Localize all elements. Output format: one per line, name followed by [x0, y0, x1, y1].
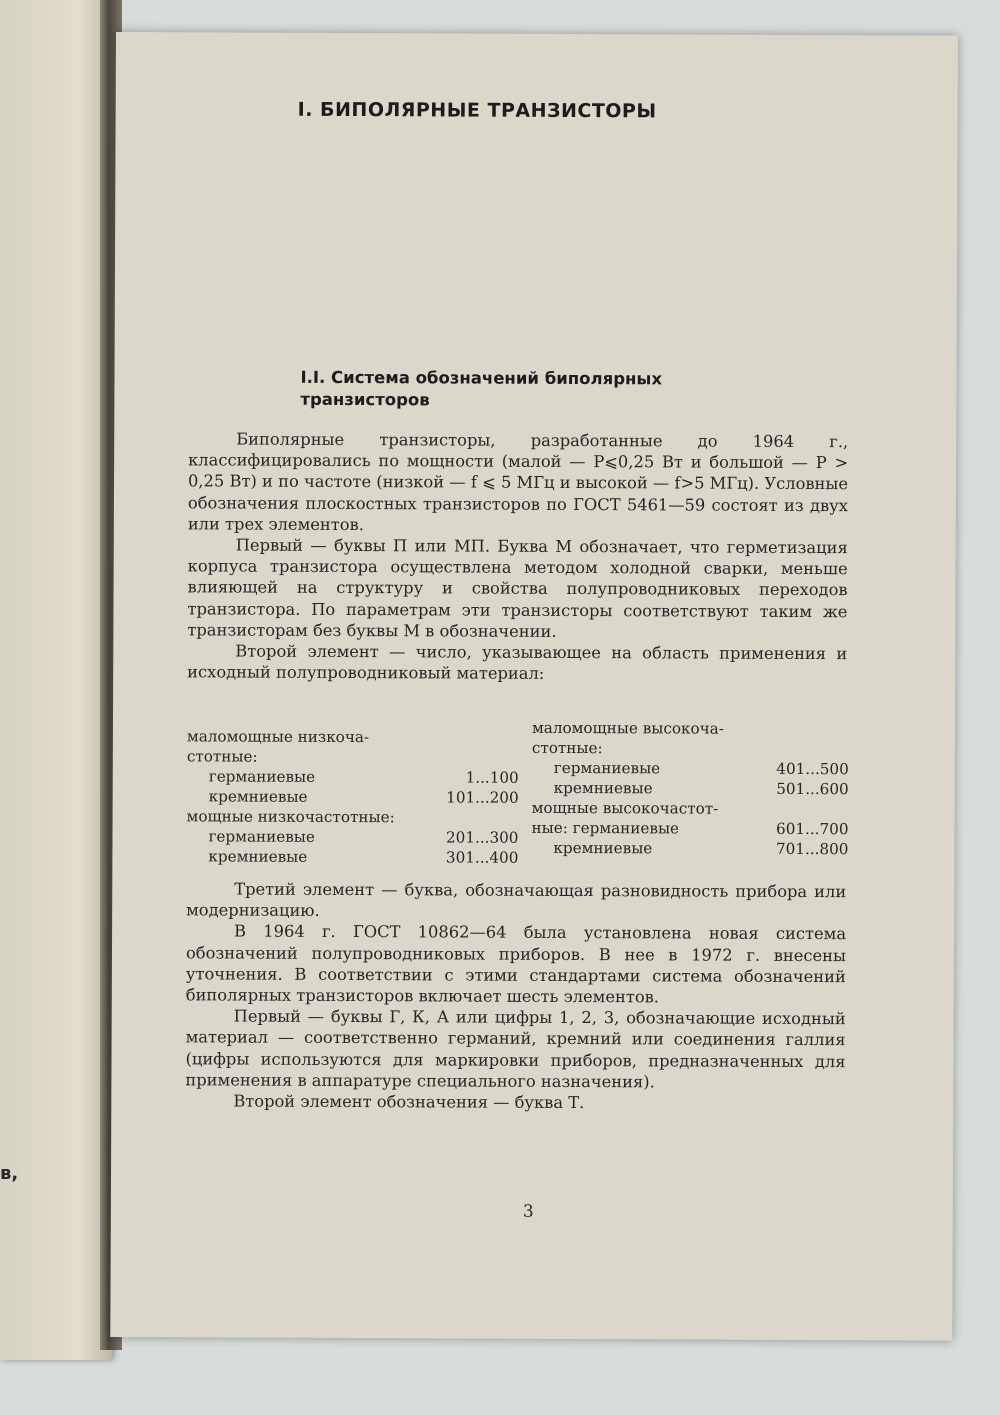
table-row	[532, 798, 849, 819]
table-row	[532, 718, 849, 739]
table-row	[532, 738, 849, 759]
book-page	[110, 32, 958, 1341]
table-row	[187, 726, 519, 747]
paragraph: Первый — буквы П или МП. Буква М обозначает, что герметизация корпуса транзистора осуществлена методом холодной сварки, меньше влияющей на структуру и свойства полупроводниковых переходов транзистора. По параметрам эти транзисторы соответствуют таким же транзисторам без буквы М в обозначении.	[187, 535, 848, 641]
paragraph: Второй элемент — число, указывающее на область применения и исходный полупроводниковый материал:	[187, 641, 848, 684]
classification-table	[186, 718, 849, 869]
row-label: маломощные высокоча-	[531, 718, 724, 738]
row-label: стотные:	[186, 747, 258, 766]
row-label: кремниевые	[208, 847, 308, 866]
table-row	[187, 806, 519, 827]
row-value: 401...500	[776, 759, 849, 779]
paragraph: В 1964 г. ГОСТ 10862—64 была установлена новая система обозначений полупроводниковых приборов. В нее в 1972 г. внесены уточнения. В соответствии с этими стандартами система обозначений биполярных транзисторов включает шесть элементов.	[185, 921, 847, 1007]
table-row	[532, 758, 849, 779]
table-row	[187, 746, 519, 767]
left-page-fragment: в,	[0, 1163, 19, 1184]
row-label: стотные:	[531, 738, 603, 758]
section-title-line2: транзисторов	[300, 389, 430, 410]
row-label: мощные высокочастот-	[531, 798, 719, 818]
paragraph: Третий элемент — буква, обозначающая разновидность прибора или модернизацию.	[186, 879, 847, 921]
row-value: 701...800	[775, 839, 849, 859]
row-value: 301...400	[445, 848, 519, 867]
row-value: 101...200	[446, 788, 519, 807]
row-value: 501...600	[776, 779, 849, 799]
table-column-left	[186, 726, 519, 867]
table-row	[187, 786, 519, 807]
chapter-title: I. БИПОЛЯРНЫЕ ТРАНЗИСТОРЫ	[297, 98, 657, 123]
row-label: кремниевые	[208, 787, 308, 806]
page-number: 3	[522, 1201, 534, 1222]
table-row	[187, 766, 519, 787]
row-value: 201...300	[445, 828, 519, 847]
row-label: германиевые	[208, 827, 315, 846]
row-label: германиевые	[553, 758, 661, 778]
table-row	[186, 846, 518, 867]
row-label: кремниевые	[553, 778, 653, 798]
row-label: маломощные низкоча-	[186, 727, 370, 747]
paragraph: Биполярные транзисторы, разработанные до 1964 г., классифицировались по мощности (малой — P⩽0,25 Вт и большой — P > 0,25 Вт) и по частоте (низкой — f ⩽ 5 МГц и высокой — f>5 МГц). Условные обозначения плоскостных транзисторов по ГОСТ 5461—59 состоят из двух или трех элементов.	[187, 429, 849, 534]
paragraph: Первый — буквы Г, К, А или цифры 1, 2, 3, обозначающие исходный материал — соответственно германий, кремний или соединения галлия (цифры используются для маркировки приборов, предназначенных для применения в аппаратуре специального назначения).	[185, 1006, 846, 1092]
row-value: 1...100	[465, 768, 519, 787]
section-title	[300, 367, 740, 413]
table-row	[531, 838, 848, 859]
row-value: 601...700	[776, 819, 849, 839]
section-title-line1: I.I. Система обозначений биполярных	[300, 367, 663, 389]
left-page	[0, 0, 112, 1360]
row-label: ные: германиевые	[531, 818, 680, 838]
body-text-top	[187, 428, 848, 685]
paragraph: Второй элемент обозначения — буква Т.	[233, 1091, 585, 1113]
row-label: мощные низкочастотные:	[186, 807, 395, 827]
table-row	[531, 818, 848, 839]
table-column-right	[531, 718, 849, 859]
row-label: кремниевые	[553, 838, 653, 858]
table-row	[186, 826, 518, 847]
row-label: германиевые	[208, 767, 316, 786]
table-row	[532, 778, 849, 799]
body-text-bottom	[185, 878, 846, 1114]
